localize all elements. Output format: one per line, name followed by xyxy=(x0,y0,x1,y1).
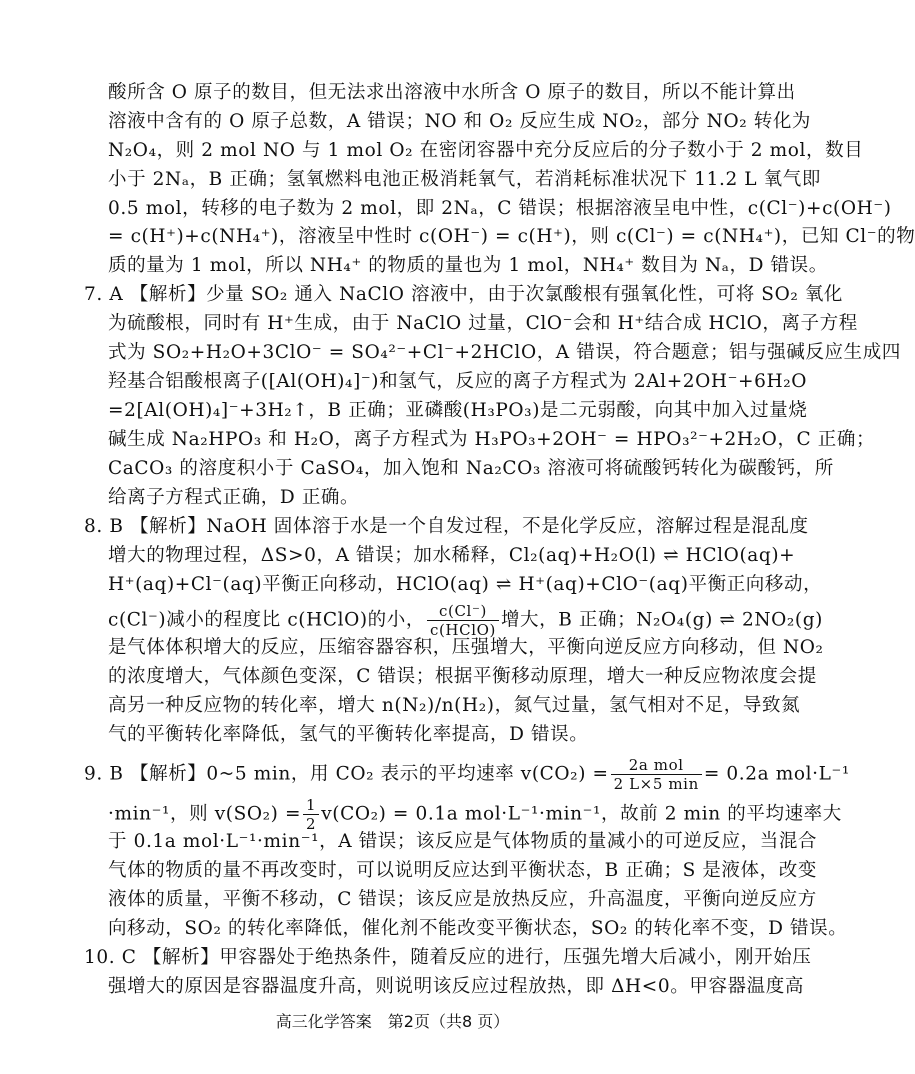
half-fraction xyxy=(303,796,319,833)
text-line: 0.5 mol，转移的电子数为 2 mol，即 2Nₐ，C 错误；根据溶液呈电中性，c(Cl⁻)+c(OH⁻) xyxy=(108,198,892,219)
text-span: = 0.2a mol·L⁻¹ xyxy=(703,763,850,785)
page-footer: 高三化学答案 第2页（共8 页） xyxy=(275,1012,510,1031)
fraction-denominator: 2 xyxy=(306,815,317,833)
text-line: =2[Al(OH)₄]⁻+3H₂↑，B 正确；亚磷酸(H₃PO₃)是二元弱酸，向其中加入过量烧 xyxy=(108,400,808,421)
question-10-line: 10. C 【解析】甲容器处于绝热条件，随着反应的进行，压强先增大后减小，刚开始压 xyxy=(84,947,812,968)
text-line: 羟基合铝酸根离子([Al(OH)₄]⁻)和氢气，反应的离子方程式为 2Al+2OH⁻+6H₂O xyxy=(108,371,808,392)
text-line: = c(H⁺)+c(NH₄⁺)，溶液呈中性时 c(OH⁻) = c(H⁺)，则 c(Cl⁻) = c(NH₄⁺)，已知 Cl⁻的物 xyxy=(108,226,915,247)
text-line: 气体的物质的量不再改变时，可以说明反应达到平衡状态，B 正确；S 是液体，改变 xyxy=(108,860,817,881)
text-span: c(Cl⁻)减小的程度比 c(HClO)的小， xyxy=(108,609,425,631)
fraction-numerator: 1 xyxy=(303,796,319,815)
text-line: 强增大的原因是容器温度升高，则说明该反应过程放热，即 ΔH<0。甲容器温度高 xyxy=(108,976,804,997)
text-line: 气的平衡转化率降低，氢气的平衡转化率提高，D 错误。 xyxy=(108,724,589,745)
text-line: 增大的物理过程，ΔS>0，A 错误；加水稀释，Cl₂(aq)+H₂O(l) ⇌ HClO(aq)+ xyxy=(108,545,796,566)
text-line: 式为 SO₂+H₂O+3ClO⁻ = SO₄²⁻+Cl⁻+2HClO，A 错误，符合题意；铝与强碱反应生成四 xyxy=(108,342,901,363)
text-span: 增大，B 正确；N₂O₄(g) ⇌ 2NO₂(g) xyxy=(500,609,823,631)
fraction-numerator: c(Cl⁻) xyxy=(427,602,499,621)
text-line: 溶液中含有的 O 原子总数，A 错误；NO 和 O₂ 反应生成 NO₂，部分 NO₂ 转化为 xyxy=(108,111,812,132)
fraction-numerator: 2a mol xyxy=(611,756,702,775)
rate-fraction xyxy=(611,756,702,793)
text-line: 液体的质量，平衡不移动，C 错误；该反应是放热反应，升高温度，平衡向逆反应方 xyxy=(108,889,817,910)
question-9-line xyxy=(84,756,850,793)
text-line: 小于 2Nₐ，B 正确；氢氧燃料电池正极消耗氧气，若消耗标准状况下 11.2 L 氧气即 xyxy=(108,169,821,190)
text-span: ·min⁻¹，则 v(SO₂) = xyxy=(108,803,302,825)
text-line-with-fraction xyxy=(108,602,823,639)
question-8-line: 8. B 【解析】NaOH 固体溶于水是一个自发过程，不是化学反应，溶解过程是混乱度 xyxy=(84,516,809,537)
concentration-ratio-fraction xyxy=(427,602,499,639)
text-line: 于 0.1a mol·L⁻¹·min⁻¹，A 错误；该反应是气体物质的量减小的可逆反应，当混合 xyxy=(108,831,818,852)
text-span: 9. B 【解析】0~5 min，用 CO₂ 表示的平均速率 v(CO₂) = xyxy=(84,763,609,785)
text-line: H⁺(aq)+Cl⁻(aq)平衡正向移动，HClO(aq) ⇌ H⁺(aq)+ClO⁻(aq)平衡正向移动， xyxy=(108,574,823,595)
text-line: 是气体体积增大的反应，压缩容器容积，压强增大，平衡向逆反应方向移动，但 NO₂ xyxy=(108,637,824,658)
text-line: 质的量为 1 mol，所以 NH₄⁺ 的物质的量也为 1 mol，NH₄⁺ 数目为 Nₐ，D 错误。 xyxy=(108,255,828,276)
text-line: 酸所含 O 原子的数目，但无法求出溶液中水所含 O 原子的数目，所以不能计算出 xyxy=(108,82,796,103)
text-line: 的浓度增大，气体颜色变深，C 错误；根据平衡移动原理，增大一种反应物浓度会提 xyxy=(108,666,817,687)
text-line: 碱生成 Na₂HPO₃ 和 H₂O，离子方程式为 H₃PO₃+2OH⁻ = HPO₃²⁻+2H₂O，C 正确； xyxy=(108,429,876,450)
fraction-denominator: 2 L×5 min xyxy=(613,775,699,793)
question-7-line: 7. A 【解析】少量 SO₂ 通入 NaClO 溶液中，由于次氯酸根有强氧化性，可将 SO₂ 氧化 xyxy=(84,284,844,305)
text-line: N₂O₄，则 2 mol NO 与 1 mol O₂ 在密闭容器中充分反应后的分子数小于 2 mol，数目 xyxy=(108,140,864,161)
fraction-denominator: c(HClO) xyxy=(429,621,496,639)
text-line: 给离子方程式正确，D 正确。 xyxy=(108,487,360,508)
text-line: 高另一种反应物的转化率，增大 n(N₂)/n(H₂)，氮气过量，氢气相对不足，导致氮 xyxy=(108,695,801,716)
text-line-with-fraction xyxy=(108,796,842,833)
text-span: v(CO₂) = 0.1a mol·L⁻¹·min⁻¹，故前 2 min 的平均速率大 xyxy=(321,803,842,825)
text-line: 为硫酸根，同时有 H⁺生成，由于 NaClO 过量，ClO⁻会和 H⁺结合成 HClO，离子方程 xyxy=(108,313,858,334)
text-line: 向移动，SO₂ 的转化率降低，催化剂不能改变平衡状态，SO₂ 的转化率不变，D 错误。 xyxy=(108,918,848,939)
text-line: CaCO₃ 的溶度积小于 CaSO₄，加入饱和 Na₂CO₃ 溶液可将硫酸钙转化为碳酸钙，所 xyxy=(108,458,834,479)
